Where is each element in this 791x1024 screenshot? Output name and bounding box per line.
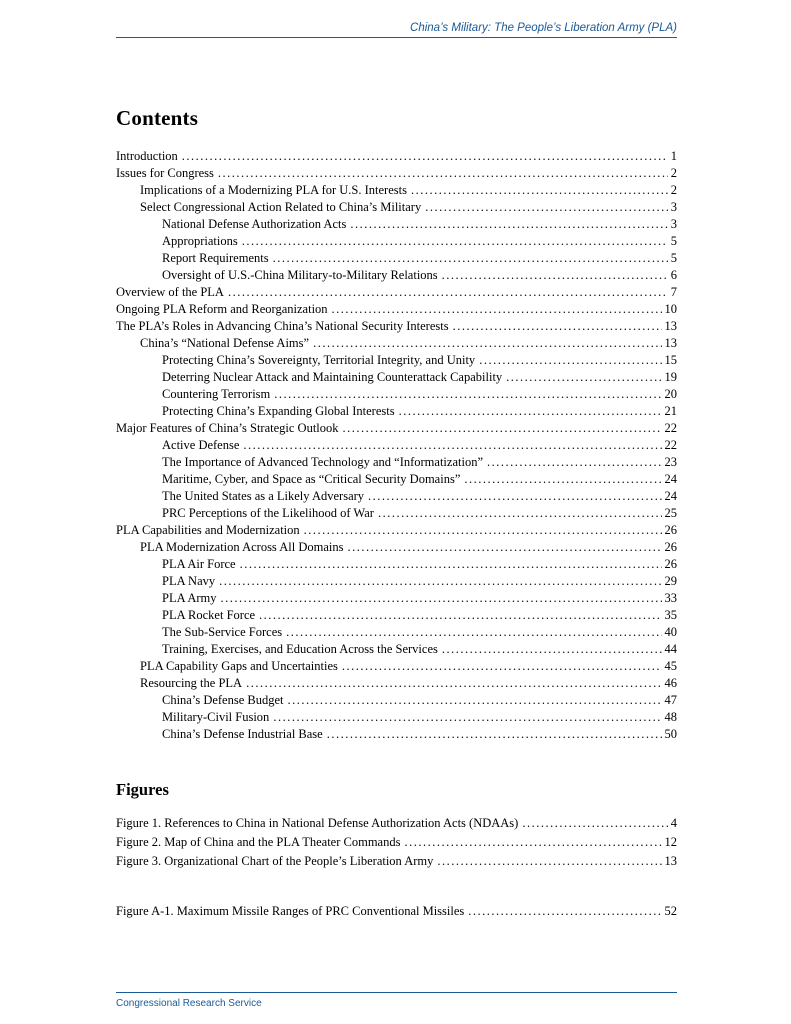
- toc-entry-page: 13: [664, 319, 677, 333]
- toc-entry-label: PLA Navy: [162, 574, 216, 588]
- toc-entry: [116, 216, 677, 233]
- toc-entry: [116, 505, 677, 522]
- toc-entry: [116, 386, 677, 403]
- dot-leader: [487, 454, 662, 471]
- toc-entry-label: Protecting China’s Sovereignty, Territorial Integrity, and Unity: [162, 353, 476, 367]
- toc-entry-page: 1: [670, 149, 677, 163]
- figure-entry: [116, 815, 677, 832]
- toc-entry: [116, 369, 677, 386]
- toc-entry-page: 26: [664, 523, 677, 537]
- toc-entry-label: The PLA’s Roles in Advancing China’s National Security Interests: [116, 319, 449, 333]
- toc-entry-label: China’s “National Defense Aims”: [140, 336, 310, 350]
- toc-entry-page: 50: [664, 727, 677, 741]
- toc-entry: [116, 454, 677, 471]
- figure-entry: [116, 903, 677, 920]
- toc-entry-label: Issues for Congress: [116, 166, 214, 180]
- toc-entry: [116, 267, 677, 284]
- dot-leader: [437, 853, 661, 870]
- dot-leader: [378, 505, 662, 522]
- dot-leader: [273, 250, 668, 267]
- toc-entry-page: 40: [664, 625, 677, 639]
- toc-entry-label: PLA Army: [162, 591, 217, 605]
- toc-entry-page: 25: [664, 506, 677, 520]
- table-of-contents: [116, 106, 677, 920]
- toc-entry: [116, 148, 677, 165]
- toc-entry-label: National Defense Authorization Acts: [162, 217, 347, 231]
- dot-leader: [218, 165, 668, 182]
- toc-entry-page: 26: [664, 540, 677, 554]
- toc-entry-label: Overview of the PLA: [116, 285, 224, 299]
- toc-entry: [116, 488, 677, 505]
- toc-entry-page: 45: [664, 659, 677, 673]
- footer-label: Congressional Research Service: [116, 998, 262, 1009]
- dot-leader: [343, 420, 662, 437]
- toc-entry-page: 47: [664, 693, 677, 707]
- toc-entry: [116, 182, 677, 199]
- toc-entry: [116, 675, 677, 692]
- contents-heading: Contents: [116, 106, 199, 130]
- dot-leader: [464, 471, 661, 488]
- header-rule: [116, 37, 677, 38]
- figure-entry-label: Figure 2. Map of China and the PLA Theater Commands: [116, 835, 401, 849]
- toc-entry-page: 22: [664, 421, 677, 435]
- toc-entry: [116, 658, 677, 675]
- toc-entry: [116, 522, 677, 539]
- dot-leader: [274, 386, 661, 403]
- toc-entry-page: 20: [664, 387, 677, 401]
- toc-entry-page: 22: [664, 438, 677, 452]
- dot-leader: [368, 488, 661, 505]
- toc-entry: [116, 284, 677, 301]
- figure-entry-label: Figure 3. Organizational Chart of the People’s Liberation Army: [116, 854, 434, 868]
- dot-leader: [219, 573, 661, 590]
- toc-entry-label: Ongoing PLA Reform and Reorganization: [116, 302, 328, 316]
- contents-list: [116, 148, 677, 743]
- toc-entry: [116, 420, 677, 437]
- toc-entry-page: 6: [670, 268, 677, 282]
- toc-entry-label: Introduction: [116, 149, 178, 163]
- running-header-title: China’s Military: The People’s Liberation Army (PLA): [410, 22, 677, 34]
- dot-leader: [453, 318, 662, 335]
- toc-entry-label: PLA Capability Gaps and Uncertainties: [140, 659, 338, 673]
- toc-entry-label: PLA Rocket Force: [162, 608, 256, 622]
- toc-entry: [116, 301, 677, 318]
- toc-entry-label: PRC Perceptions of the Likelihood of War: [162, 506, 374, 520]
- dot-leader: [332, 301, 662, 318]
- toc-entry-page: 24: [664, 489, 677, 503]
- toc-entry: [116, 403, 677, 420]
- toc-entry: [116, 590, 677, 607]
- toc-entry-page: 13: [664, 336, 677, 350]
- toc-entry-label: Military-Civil Fusion: [162, 710, 270, 724]
- toc-entry: [116, 573, 677, 590]
- figure-entry-label: Figure A-1. Maximum Missile Ranges of PRC Conventional Missiles: [116, 904, 465, 918]
- dot-leader: [342, 658, 662, 675]
- toc-entry-page: 35: [664, 608, 677, 622]
- toc-entry-label: Appropriations: [162, 234, 238, 248]
- figure-entry-page: 52: [664, 904, 677, 918]
- figure-entry-page: 4: [670, 816, 677, 830]
- dot-leader: [288, 692, 662, 709]
- toc-entry-page: 44: [664, 642, 677, 656]
- toc-entry-label: Resourcing the PLA: [140, 676, 243, 690]
- toc-entry-page: 46: [664, 676, 677, 690]
- dot-leader: [506, 369, 661, 386]
- dot-leader: [228, 284, 668, 301]
- dot-leader: [313, 335, 661, 352]
- toc-entry: [116, 692, 677, 709]
- toc-entry-page: 29: [664, 574, 677, 588]
- toc-entry-page: 2: [670, 183, 677, 197]
- toc-entry-label: The Importance of Advanced Technology and “Informatization”: [162, 455, 483, 469]
- toc-entry-page: 5: [670, 251, 677, 265]
- toc-entry: [116, 318, 677, 335]
- toc-entry-label: The Sub-Service Forces: [162, 625, 283, 639]
- figure-entry-page: 12: [664, 835, 677, 849]
- toc-entry-page: 24: [664, 472, 677, 486]
- toc-entry: [116, 335, 677, 352]
- toc-entry-label: Report Requirements: [162, 251, 269, 265]
- toc-entry-page: 10: [664, 302, 677, 316]
- toc-entry: [116, 726, 677, 743]
- toc-entry: [116, 556, 677, 573]
- figure-entry: [116, 853, 677, 870]
- toc-entry-page: 3: [670, 217, 677, 231]
- dot-leader: [242, 233, 668, 250]
- figure-entry-page: 13: [664, 854, 677, 868]
- dot-leader: [182, 148, 668, 165]
- toc-entry-page: 21: [664, 404, 677, 418]
- toc-entry-label: Protecting China’s Expanding Global Interests: [162, 404, 395, 418]
- toc-entry-label: Countering Terrorism: [162, 387, 271, 401]
- toc-entry-page: 15: [664, 353, 677, 367]
- toc-entry: [116, 607, 677, 624]
- toc-entry: [116, 352, 677, 369]
- dot-leader: [240, 556, 662, 573]
- figure-entry: [116, 834, 677, 851]
- toc-entry-label: Major Features of China’s Strategic Outlook: [116, 421, 339, 435]
- dot-leader: [411, 182, 668, 199]
- page-header: [116, 0, 677, 38]
- dot-leader: [442, 641, 662, 658]
- toc-entry-page: 19: [664, 370, 677, 384]
- toc-entry-label: Active Defense: [162, 438, 240, 452]
- toc-entry: [116, 709, 677, 726]
- dot-leader: [304, 522, 662, 539]
- dot-leader: [425, 199, 668, 216]
- toc-entry: [116, 539, 677, 556]
- toc-entry-label: The United States as a Likely Adversary: [162, 489, 365, 503]
- figure-entry-label: Figure 1. References to China in National Defense Authorization Acts (NDAAs): [116, 816, 519, 830]
- dot-leader: [246, 675, 661, 692]
- toc-entry-label: Deterring Nuclear Attack and Maintaining Counterattack Capability: [162, 370, 503, 384]
- toc-entry-label: Oversight of U.S.-China Military-to-Military Relations: [162, 268, 438, 282]
- toc-entry-page: 5: [670, 234, 677, 248]
- toc-entry-page: 48: [664, 710, 677, 724]
- toc-entry-label: Maritime, Cyber, and Space as “Critical Security Domains”: [162, 472, 461, 486]
- toc-entry-label: China’s Defense Budget: [162, 693, 284, 707]
- figures-list: [116, 815, 677, 920]
- toc-entry: [116, 641, 677, 658]
- dot-leader: [442, 267, 668, 284]
- dot-leader: [479, 352, 661, 369]
- toc-entry-label: Implications of a Modernizing PLA for U.S. Interests: [140, 183, 407, 197]
- toc-entry-label: PLA Modernization Across All Domains: [140, 540, 344, 554]
- dot-leader: [404, 834, 661, 851]
- toc-entry: [116, 624, 677, 641]
- toc-entry-label: Training, Exercises, and Education Across the Services: [162, 642, 438, 656]
- figures-heading: Figures: [116, 780, 169, 799]
- dot-leader: [221, 590, 662, 607]
- toc-entry-page: 33: [664, 591, 677, 605]
- toc-entry-label: PLA Capabilities and Modernization: [116, 523, 300, 537]
- toc-entry-page: 3: [670, 200, 677, 214]
- dot-leader: [350, 216, 667, 233]
- dot-leader: [468, 903, 661, 920]
- toc-entry: [116, 437, 677, 454]
- toc-entry-label: Select Congressional Action Related to China’s Military: [140, 200, 422, 214]
- toc-entry-label: PLA Air Force: [162, 557, 236, 571]
- toc-entry-page: 26: [664, 557, 677, 571]
- toc-entry-page: 23: [664, 455, 677, 469]
- dot-leader: [243, 437, 661, 454]
- toc-entry: [116, 233, 677, 250]
- toc-entry-page: 7: [670, 285, 677, 299]
- dot-leader: [327, 726, 662, 743]
- toc-entry: [116, 165, 677, 182]
- toc-entry-label: China’s Defense Industrial Base: [162, 727, 323, 741]
- dot-leader: [522, 815, 667, 832]
- dot-leader: [399, 403, 662, 420]
- toc-entry: [116, 199, 677, 216]
- toc-entry-page: 2: [670, 166, 677, 180]
- toc-entry: [116, 250, 677, 267]
- dot-leader: [259, 607, 661, 624]
- dot-leader: [347, 539, 661, 556]
- page-footer: [116, 992, 677, 1009]
- toc-entry: [116, 471, 677, 488]
- dot-leader: [273, 709, 661, 726]
- dot-leader: [286, 624, 661, 641]
